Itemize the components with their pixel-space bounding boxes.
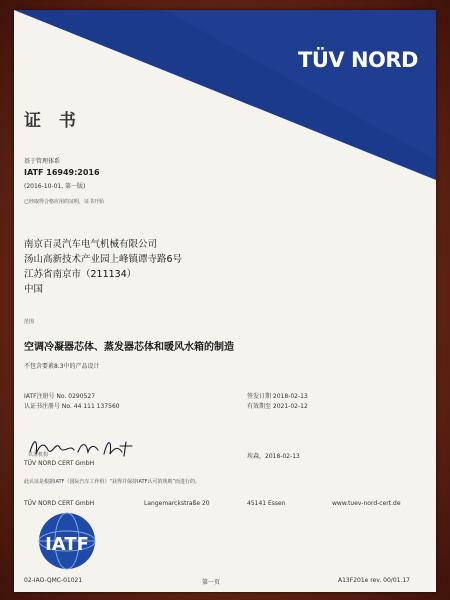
issue-date: 签发日期 2018-02-13 — [247, 393, 308, 400]
footer-city: 45141 Essen — [247, 500, 286, 507]
company-address-1: 汤山高新技术产业园上峰镇谭寺路6号 — [24, 254, 183, 265]
valid-until: 有效期至 2021-02-12 — [247, 403, 308, 410]
page-title: 证 书 — [24, 111, 82, 131]
proof-text: 已经取得合格应用的证明，证书开始 — [24, 199, 105, 205]
standard-name: IATF 16949:2016 — [24, 168, 100, 177]
place-date: 埃森，2018-02-13 — [247, 453, 300, 460]
footer-street: Langemarckstraße 20 — [144, 500, 210, 507]
cert-body-label: 认证机构 — [28, 452, 49, 458]
company-name: 南京百灵汽车电气机械有限公司 — [24, 239, 158, 250]
company-address-2: 江苏省南京市（211134） — [24, 269, 137, 280]
scope-text: 空调冷凝器芯体、蒸发器芯体和暖风水箱的制造 — [24, 342, 234, 353]
bottom-left-code: 02-IAO-QMC-01021 — [24, 577, 83, 584]
standard-edition: (2016-10-01, 第一版) — [24, 183, 86, 190]
company-country: 中国 — [24, 284, 44, 295]
footer-company: TÜV NORD CERT GmbH — [24, 500, 95, 507]
iatf-globe-icon — [36, 510, 98, 572]
bottom-right-code: A13F201e rev. 00/01.17 — [338, 577, 410, 584]
exclusion-text: 不包含要素8.3中的产品设计 — [24, 363, 100, 370]
page-number: 第一页 — [202, 579, 221, 586]
header-banner — [14, 10, 436, 180]
scope-label: 范围 — [24, 319, 35, 325]
iatf-logo-text: IATF — [45, 534, 89, 555]
note-text: 此认证是根据IATF（国际汽车工作组）“获得并保持IATF认可的规则”而进行的。 — [24, 479, 201, 485]
certificate-number: 认证书注册号 No. 44 111 137560 — [24, 403, 120, 410]
tuv-nord-logo: TÜV NORD — [298, 48, 418, 72]
footer-url: www.tuev-nord-cert.de — [332, 500, 401, 507]
cert-body-name: TÜV NORD CERT GmbH — [24, 460, 95, 467]
certificate-paper — [14, 10, 436, 592]
basis-label: 基于管理体系 — [24, 158, 61, 165]
iatf-number: IATF注册号 No. 0290527 — [24, 393, 96, 400]
